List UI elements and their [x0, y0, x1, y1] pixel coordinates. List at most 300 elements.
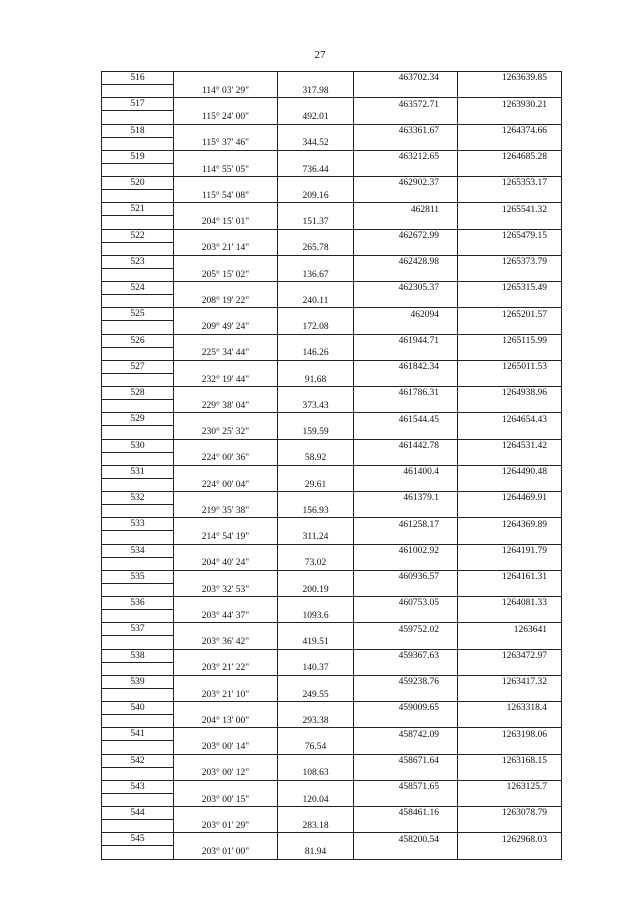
empty-cell [102, 793, 174, 806]
empty-cell [278, 465, 354, 478]
empty-cell [278, 833, 354, 846]
empty-cell [354, 767, 458, 780]
x-coordinate-cell: 461544.45 [354, 413, 458, 426]
point-row [102, 544, 562, 557]
empty-cell [354, 137, 458, 150]
bearing-cell: 225° 34' 44" [174, 347, 278, 360]
bearing-cell: 114° 55' 05" [174, 163, 278, 176]
empty-cell [458, 242, 562, 255]
x-coordinate-cell: 463702.34 [354, 72, 458, 85]
point-number-cell: 517 [102, 98, 174, 111]
empty-cell [174, 203, 278, 216]
empty-cell [174, 124, 278, 137]
bearing-cell: 115° 37' 46" [174, 137, 278, 150]
segment-row [102, 137, 562, 150]
bearing-cell: 203° 21' 14" [174, 242, 278, 255]
empty-cell [102, 400, 174, 413]
empty-cell [354, 636, 458, 649]
segment-row [102, 505, 562, 518]
point-row [102, 518, 562, 531]
empty-cell [354, 741, 458, 754]
point-number-cell: 526 [102, 334, 174, 347]
point-number-cell: 530 [102, 439, 174, 452]
distance-cell: 151.37 [278, 216, 354, 229]
empty-cell [458, 820, 562, 833]
empty-cell [174, 98, 278, 111]
point-row [102, 623, 562, 636]
segment-row [102, 347, 562, 360]
segment-row [102, 163, 562, 176]
y-coordinate-cell: 1265115.99 [458, 334, 562, 347]
segment-row [102, 111, 562, 124]
x-coordinate-cell: 462672.99 [354, 229, 458, 242]
segment-row [102, 531, 562, 544]
empty-cell [458, 715, 562, 728]
y-coordinate-cell: 1263078.79 [458, 807, 562, 820]
survey-table-body [102, 72, 562, 860]
empty-cell [458, 505, 562, 518]
empty-cell [102, 820, 174, 833]
empty-cell [102, 85, 174, 98]
segment-row [102, 636, 562, 649]
point-number-cell: 544 [102, 807, 174, 820]
point-number-cell: 520 [102, 177, 174, 190]
empty-cell [102, 531, 174, 544]
distance-cell: 736.44 [278, 163, 354, 176]
y-coordinate-cell: 1264191.79 [458, 544, 562, 557]
x-coordinate-cell: 459752.02 [354, 623, 458, 636]
point-number-cell: 518 [102, 124, 174, 137]
empty-cell [354, 688, 458, 701]
empty-cell [102, 583, 174, 596]
bearing-cell: 203° 01' 29" [174, 820, 278, 833]
empty-cell [354, 583, 458, 596]
x-coordinate-cell: 462094 [354, 308, 458, 321]
segment-row [102, 400, 562, 413]
empty-cell [354, 163, 458, 176]
x-coordinate-cell: 458742.09 [354, 728, 458, 741]
distance-cell: 29.61 [278, 478, 354, 491]
empty-cell [278, 387, 354, 400]
empty-cell [174, 229, 278, 242]
y-coordinate-cell: 1264938.96 [458, 387, 562, 400]
bearing-cell: 203° 00' 14" [174, 741, 278, 754]
y-coordinate-cell: 1264490.48 [458, 465, 562, 478]
empty-cell [458, 321, 562, 334]
empty-cell [174, 334, 278, 347]
x-coordinate-cell: 459009.65 [354, 702, 458, 715]
empty-cell [102, 452, 174, 465]
distance-cell: 283.18 [278, 820, 354, 833]
point-number-cell: 539 [102, 675, 174, 688]
empty-cell [458, 426, 562, 439]
empty-cell [458, 557, 562, 570]
segment-row [102, 242, 562, 255]
distance-cell: 73.02 [278, 557, 354, 570]
distance-cell: 81.94 [278, 846, 354, 859]
distance-cell: 209.16 [278, 190, 354, 203]
distance-cell: 172.08 [278, 321, 354, 334]
x-coordinate-cell: 458200.54 [354, 833, 458, 846]
x-coordinate-cell: 462902.37 [354, 177, 458, 190]
bearing-cell: 224° 00' 04" [174, 478, 278, 491]
distance-cell: 200.19 [278, 583, 354, 596]
empty-cell [102, 190, 174, 203]
segment-row [102, 557, 562, 570]
empty-cell [102, 295, 174, 308]
empty-cell [278, 702, 354, 715]
x-coordinate-cell: 461002.92 [354, 544, 458, 557]
point-number-cell: 519 [102, 150, 174, 163]
distance-cell: 311.24 [278, 531, 354, 544]
empty-cell [278, 150, 354, 163]
distance-cell: 146.26 [278, 347, 354, 360]
empty-cell [354, 820, 458, 833]
bearing-cell: 214° 54' 19" [174, 531, 278, 544]
point-number-cell: 523 [102, 255, 174, 268]
empty-cell [458, 793, 562, 806]
empty-cell [354, 295, 458, 308]
empty-cell [458, 741, 562, 754]
empty-cell [174, 702, 278, 715]
empty-cell [458, 295, 562, 308]
empty-cell [174, 72, 278, 85]
empty-cell [174, 649, 278, 662]
empty-cell [458, 347, 562, 360]
bearing-cell: 203° 21' 22" [174, 662, 278, 675]
survey-coordinates-table [101, 71, 562, 860]
point-number-cell: 535 [102, 570, 174, 583]
segment-row [102, 452, 562, 465]
segment-row [102, 846, 562, 859]
point-row [102, 98, 562, 111]
distance-cell: 91.68 [278, 373, 354, 386]
empty-cell [278, 570, 354, 583]
bearing-cell: 203° 00' 15" [174, 793, 278, 806]
empty-cell [278, 72, 354, 85]
point-row [102, 754, 562, 767]
x-coordinate-cell: 458571.65 [354, 780, 458, 793]
y-coordinate-cell: 1265201.57 [458, 308, 562, 321]
empty-cell [102, 242, 174, 255]
x-coordinate-cell: 460753.05 [354, 597, 458, 610]
x-coordinate-cell: 461379.1 [354, 492, 458, 505]
point-number-cell: 533 [102, 518, 174, 531]
point-row [102, 439, 562, 452]
empty-cell [458, 163, 562, 176]
segment-row [102, 295, 562, 308]
empty-cell [458, 111, 562, 124]
point-number-cell: 542 [102, 754, 174, 767]
segment-row [102, 426, 562, 439]
point-row [102, 780, 562, 793]
point-row [102, 649, 562, 662]
bearing-cell: 204° 40' 24" [174, 557, 278, 570]
y-coordinate-cell: 1264369.89 [458, 518, 562, 531]
segment-row [102, 268, 562, 281]
bearing-cell: 203° 00' 12" [174, 767, 278, 780]
empty-cell [458, 478, 562, 491]
empty-cell [354, 190, 458, 203]
segment-row [102, 216, 562, 229]
empty-cell [174, 282, 278, 295]
distance-cell: 156.93 [278, 505, 354, 518]
empty-cell [102, 662, 174, 675]
point-number-cell: 528 [102, 387, 174, 400]
empty-cell [458, 373, 562, 386]
empty-cell [278, 255, 354, 268]
segment-row [102, 610, 562, 623]
empty-cell [102, 636, 174, 649]
point-row [102, 597, 562, 610]
distance-cell: 492.01 [278, 111, 354, 124]
segment-row [102, 767, 562, 780]
empty-cell [102, 373, 174, 386]
distance-cell: 249.55 [278, 688, 354, 701]
y-coordinate-cell: 1263472.97 [458, 649, 562, 662]
segment-row [102, 820, 562, 833]
empty-cell [278, 518, 354, 531]
bearing-cell: 230° 25' 32" [174, 426, 278, 439]
point-row [102, 570, 562, 583]
point-number-cell: 529 [102, 413, 174, 426]
point-number-cell: 537 [102, 623, 174, 636]
empty-cell [278, 492, 354, 505]
bearing-cell: 115° 54' 08" [174, 190, 278, 203]
y-coordinate-cell: 1263417.32 [458, 675, 562, 688]
point-row [102, 807, 562, 820]
y-coordinate-cell: 1264081.33 [458, 597, 562, 610]
empty-cell [278, 780, 354, 793]
empty-cell [458, 400, 562, 413]
point-row [102, 360, 562, 373]
empty-cell [458, 268, 562, 281]
y-coordinate-cell: 1265541.32 [458, 203, 562, 216]
empty-cell [102, 347, 174, 360]
distance-cell: 136.67 [278, 268, 354, 281]
point-row [102, 72, 562, 85]
distance-cell: 1093.6 [278, 610, 354, 623]
empty-cell [278, 282, 354, 295]
y-coordinate-cell: 1263198.06 [458, 728, 562, 741]
bearing-cell: 219° 35' 38" [174, 505, 278, 518]
y-coordinate-cell: 1264374.66 [458, 124, 562, 137]
segment-row [102, 741, 562, 754]
distance-cell: 120.04 [278, 793, 354, 806]
point-number-cell: 527 [102, 360, 174, 373]
empty-cell [354, 557, 458, 570]
point-row [102, 229, 562, 242]
empty-cell [102, 321, 174, 334]
empty-cell [174, 308, 278, 321]
empty-cell [278, 675, 354, 688]
empty-cell [174, 360, 278, 373]
empty-cell [354, 715, 458, 728]
empty-cell [174, 570, 278, 583]
point-number-cell: 521 [102, 203, 174, 216]
segment-row [102, 688, 562, 701]
empty-cell [278, 544, 354, 557]
empty-cell [174, 728, 278, 741]
empty-cell [278, 754, 354, 767]
point-row [102, 702, 562, 715]
distance-cell: 419.51 [278, 636, 354, 649]
empty-cell [354, 242, 458, 255]
empty-cell [174, 177, 278, 190]
empty-cell [278, 807, 354, 820]
x-coordinate-cell: 459238.76 [354, 675, 458, 688]
y-coordinate-cell: 1264469.91 [458, 492, 562, 505]
empty-cell [458, 531, 562, 544]
empty-cell [102, 137, 174, 150]
point-number-cell: 536 [102, 597, 174, 610]
empty-cell [102, 715, 174, 728]
y-coordinate-cell: 1263125.7 [458, 780, 562, 793]
distance-cell: 240.11 [278, 295, 354, 308]
segment-row [102, 583, 562, 596]
empty-cell [174, 597, 278, 610]
distance-cell: 58.92 [278, 452, 354, 465]
distance-cell: 108.63 [278, 767, 354, 780]
point-row [102, 177, 562, 190]
empty-cell [354, 85, 458, 98]
empty-cell [458, 688, 562, 701]
empty-cell [102, 767, 174, 780]
point-number-cell: 538 [102, 649, 174, 662]
bearing-cell: 224° 00' 36" [174, 452, 278, 465]
bearing-cell: 204° 13' 00" [174, 715, 278, 728]
y-coordinate-cell: 1263639.85 [458, 72, 562, 85]
point-number-cell: 532 [102, 492, 174, 505]
empty-cell [458, 662, 562, 675]
bearing-cell: 203° 21' 10" [174, 688, 278, 701]
point-row [102, 255, 562, 268]
point-row [102, 492, 562, 505]
empty-cell [458, 216, 562, 229]
empty-cell [278, 413, 354, 426]
empty-cell [278, 334, 354, 347]
empty-cell [278, 177, 354, 190]
x-coordinate-cell: 461944.71 [354, 334, 458, 347]
y-coordinate-cell: 1265479.15 [458, 229, 562, 242]
empty-cell [354, 478, 458, 491]
empty-cell [102, 426, 174, 439]
empty-cell [174, 807, 278, 820]
empty-cell [102, 505, 174, 518]
segment-row [102, 662, 562, 675]
empty-cell [278, 649, 354, 662]
x-coordinate-cell: 463572.71 [354, 98, 458, 111]
y-coordinate-cell: 1265373.79 [458, 255, 562, 268]
empty-cell [458, 137, 562, 150]
y-coordinate-cell: 1263318.4 [458, 702, 562, 715]
point-row [102, 833, 562, 846]
empty-cell [278, 308, 354, 321]
distance-cell: 317.98 [278, 85, 354, 98]
bearing-cell: 229° 38' 04" [174, 400, 278, 413]
segment-row [102, 793, 562, 806]
distance-cell: 373.43 [278, 400, 354, 413]
empty-cell [354, 373, 458, 386]
empty-cell [174, 387, 278, 400]
point-number-cell: 525 [102, 308, 174, 321]
distance-cell: 76.54 [278, 741, 354, 754]
point-row [102, 282, 562, 295]
x-coordinate-cell: 462811 [354, 203, 458, 216]
empty-cell [278, 203, 354, 216]
empty-cell [174, 675, 278, 688]
y-coordinate-cell: 1263168.15 [458, 754, 562, 767]
empty-cell [174, 150, 278, 163]
empty-cell [102, 688, 174, 701]
y-coordinate-cell: 1264161.31 [458, 570, 562, 583]
bearing-cell: 203° 36' 42" [174, 636, 278, 649]
distance-cell: 344.52 [278, 137, 354, 150]
empty-cell [278, 124, 354, 137]
point-row [102, 334, 562, 347]
y-coordinate-cell: 1265315.49 [458, 282, 562, 295]
x-coordinate-cell: 458461.16 [354, 807, 458, 820]
distance-cell: 140.37 [278, 662, 354, 675]
empty-cell [354, 400, 458, 413]
empty-cell [458, 846, 562, 859]
y-coordinate-cell: 1265011.53 [458, 360, 562, 373]
y-coordinate-cell: 1262968.03 [458, 833, 562, 846]
empty-cell [458, 190, 562, 203]
empty-cell [174, 780, 278, 793]
empty-cell [354, 268, 458, 281]
x-coordinate-cell: 461786.31 [354, 387, 458, 400]
bearing-cell: 209° 49' 24" [174, 321, 278, 334]
bearing-cell: 208° 19' 22" [174, 295, 278, 308]
empty-cell [174, 544, 278, 557]
empty-cell [102, 846, 174, 859]
point-row [102, 150, 562, 163]
x-coordinate-cell: 462305.37 [354, 282, 458, 295]
empty-cell [174, 255, 278, 268]
empty-cell [102, 268, 174, 281]
x-coordinate-cell: 461400.4 [354, 465, 458, 478]
point-row [102, 413, 562, 426]
point-number-cell: 534 [102, 544, 174, 557]
point-number-cell: 543 [102, 780, 174, 793]
empty-cell [174, 518, 278, 531]
empty-cell [354, 426, 458, 439]
empty-cell [174, 623, 278, 636]
empty-cell [174, 833, 278, 846]
empty-cell [458, 583, 562, 596]
y-coordinate-cell: 1264654.43 [458, 413, 562, 426]
segment-row [102, 85, 562, 98]
empty-cell [174, 492, 278, 505]
bearing-cell: 114° 03' 29" [174, 85, 278, 98]
empty-cell [458, 452, 562, 465]
point-number-cell: 531 [102, 465, 174, 478]
segment-row [102, 715, 562, 728]
x-coordinate-cell: 460936.57 [354, 570, 458, 583]
bearing-cell: 205° 15' 02" [174, 268, 278, 281]
empty-cell [174, 413, 278, 426]
empty-cell [354, 662, 458, 675]
point-row [102, 308, 562, 321]
segment-row [102, 478, 562, 491]
empty-cell [174, 439, 278, 452]
empty-cell [458, 636, 562, 649]
point-number-cell: 522 [102, 229, 174, 242]
empty-cell [278, 623, 354, 636]
x-coordinate-cell: 461258.17 [354, 518, 458, 531]
distance-cell: 159.59 [278, 426, 354, 439]
